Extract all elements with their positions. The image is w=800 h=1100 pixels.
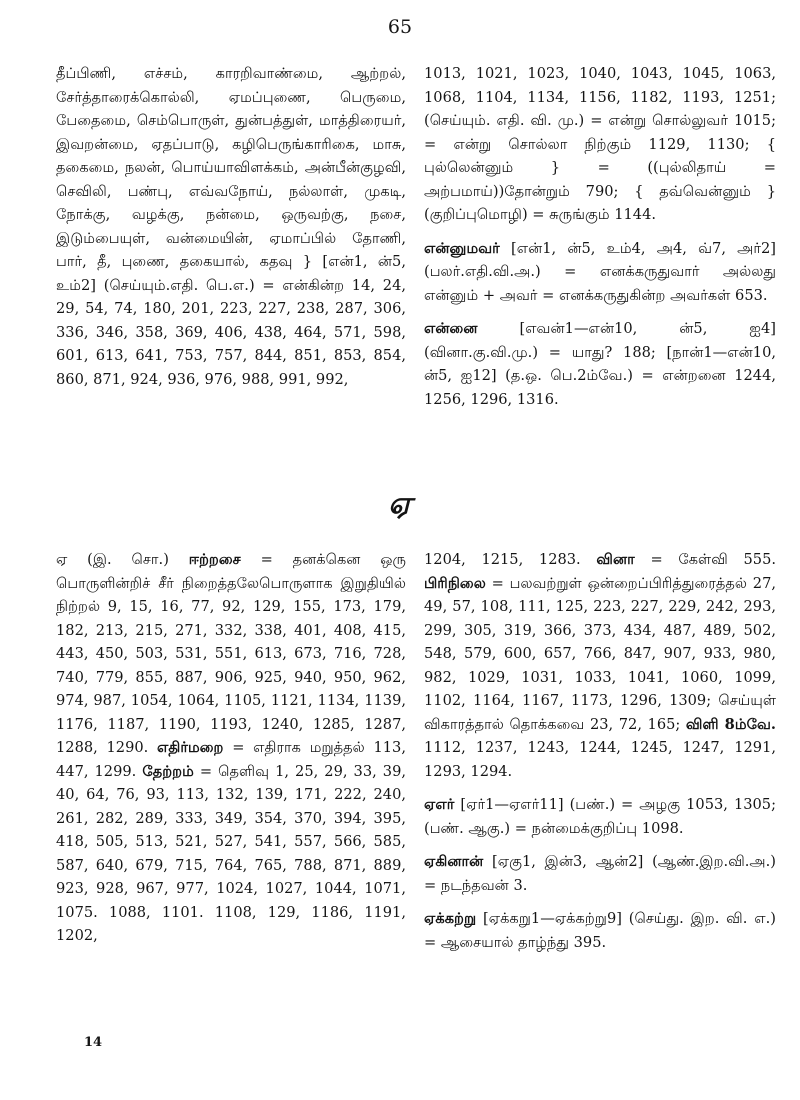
bottom-right-column xyxy=(424,548,776,954)
entry-body: = தெளிவு 1, 25, 29, 33, 39, 40, 64, 76, 93, 113, 132, 139, 171, 222, 240, 261, 282, 289, 333, 349, 354, 370, 394, 395, 418, 505, 513, 521, 527, 541, 557, 566, 585, 587, 640, 679, 715, 764, 765, 788, 871, 889, 923, 928, 967, 977, 1024, 1027, 1044, 1071, 1075. 1088, 1101. 1108, 129, 1186, 1191, 1202, xyxy=(56,762,406,944)
entry-headword: என்னை xyxy=(424,320,478,337)
top-right-column xyxy=(424,62,776,411)
bottom-left-column xyxy=(56,548,406,948)
entry-headword: ஏக்கற்று xyxy=(424,910,477,927)
entry-headword: என்னுமவர் xyxy=(424,239,500,257)
sub-headword: ஈற்றசை xyxy=(188,551,241,568)
entry-headword: ஏ (இ. சொ.) xyxy=(56,551,189,568)
sub-headword: விளி 8ம்வே. xyxy=(685,715,776,733)
entry-body: = எதிராக மறுத்தல் 113, 447, 1299. xyxy=(56,739,406,780)
entry-body: 1112, 1237, 1243, 1244, 1245, 1247, 1291, 1293, 1294. xyxy=(424,739,776,780)
signature-mark: 14 xyxy=(84,1035,103,1050)
sub-headword: எதிர்மறை xyxy=(157,739,224,756)
entry-continuation: தீப்பிணி, எச்சம், காரறிவாண்மை, ஆற்றல், சேர்த்தாரைக்கொல்லி, ஏமப்புணை, பெருமை, பேதைமை, செம்பொருள், துன்பத்துள், மாத்திரையர், இவறன்மை, ஏதப்பாடு, கழிபெருங்காரிகை, மாசு, தகைமை, நலன், பொய்யாவிளக்கம், அன்பீன்குழவி, செவிலி, பண்பு, எவ்வநோய், நல்லாள், முகடி, நோக்கு, வழக்கு, நன்மை, ஒருவற்கு, நசை, இடும்பையுள், வன்மையின், ஏமாப்பில் தோணி, பார், தீ, புணை, தகையால், கதவு } [என்1, ன்5, உம்2] (செய்யும்.எதி. பெ.எ.) = என்கின்ற 14, 24, 29, 54, 74, 180, 201, 223, 227, 238, 287, 306, 336, 346, 358, 369, 406, 438, 464, 571, 598, 601, 613, 641, 753, 757, 844, 851, 853, 854, 860, 871, 924, 936, 976, 988, 991, 992, xyxy=(56,65,406,388)
dictionary-entry xyxy=(424,907,776,954)
entry-body: [ஏர்1—ஏஎர்11] (பண்.) = அழகு 1053, 1305; (பண். ஆகு.) = நன்மைக்குறிப்பு 1098. xyxy=(424,796,776,837)
entry-body: [எவன்1—என்10, ன்5, ஐ4] (வினா.கு.வி.மு.) = யாது? 188; [நான்1—என்10, ன்5, ஐ12] (த.ஒ. பெ.2ம்வே.) = என்றனை 1244, 1256, 1296, 1316. xyxy=(424,320,776,408)
dictionary-entry xyxy=(56,548,406,948)
sub-headword: தேற்றம் xyxy=(142,762,194,780)
entry-body: = தனக்கென ஒரு பொருளின்றிச் சீர் நிறைத்தலேபொருளாக இறுதியில் நிற்றல் 9, 15, 16, 77, 92, 129, 155, 173, 179, 182, 213, 215, 271, 332, 338, 401, 408, 415, 443, 450, 503, 531, 551, 613, 673, 716, 728, 740, 779, 855, 887, 906, 925, 940, 950, 962, 974, 987, 1054, 1064, 1105, 1121, 1134, 1139, 1176, 1187, 1190, 1193, 1240, 1285, 1287, 1288, 1290. xyxy=(56,551,406,756)
dictionary-entry xyxy=(424,793,776,840)
entry-continuation xyxy=(424,548,776,783)
entry-body: = பலவற்றுள் ஒன்றைப்பிரித்துரைத்தல் 27, 49, 57, 108, 111, 125, 223, 227, 229, 242, 293, 299, 305, 319, 366, 373, 434, 487, 489, 502, 548, 579, 600, 657, 766, 847, 907, 933, 980, 982, 1029, 1031, 1033, 1041, 1060, 1099, 1102, 1164, 1167, 1173, 1296, 1309; செய்யுள் விகாரத்தால் தொக்கவை 23, 72, 165; xyxy=(424,574,776,733)
sub-headword: பிரிநிலை xyxy=(424,574,486,592)
entry-body: [ஏக்கறு1—ஏக்கற்று9] (செய்து. இற. வி. எ.) = ஆசையால் தாழ்ந்து 395. xyxy=(424,910,776,951)
dictionary-entry xyxy=(424,237,776,308)
entry-continuation: 1013, 1021, 1023, 1040, 1043, 1045, 1063, 1068, 1104, 1134, 1156, 1182, 1193, 1251; (செய்யும். எதி. வி. மு.) = என்று சொல்லுவர் 1015; = என்று சொல்லா நிற்கும் 1129, 1130; { புல்லென்னும் } = ((புல்லிதாய் = அற்பமாய்))தோன்றும் 790; { தவ்வென்னும் } (குறிப்புமொழி) = சுருங்கும் 1144. xyxy=(424,65,776,223)
entry-headword: ஏஎர் xyxy=(424,796,455,813)
sub-headword: வினா xyxy=(596,551,635,568)
entry-body: = கேள்வி 555. xyxy=(634,551,776,568)
entry-headword: ஏகினான் xyxy=(424,853,484,870)
entry-body: 1204, 1215, 1283. xyxy=(424,551,597,568)
dictionary-entry xyxy=(424,317,776,411)
top-left-column xyxy=(56,62,406,391)
page-number: 65 xyxy=(387,16,413,38)
section-letter: ஏ xyxy=(388,486,412,521)
entry-body: [என்1, ன்5, உம்4, அ4, வ்7, அர்2] (பலர்.எதி.வி.அ.) = எனக்கருதுவார் அல்லது என்னும் + அவர் = எனக்கருதுகின்ற அவர்கள் 653. xyxy=(424,239,776,304)
entry-body: [ஏகு1, இன்3, ஆன்2] (ஆண்.இற.வி.அ.) = நடந்தவன் 3. xyxy=(424,853,776,894)
dictionary-entry xyxy=(424,850,776,897)
